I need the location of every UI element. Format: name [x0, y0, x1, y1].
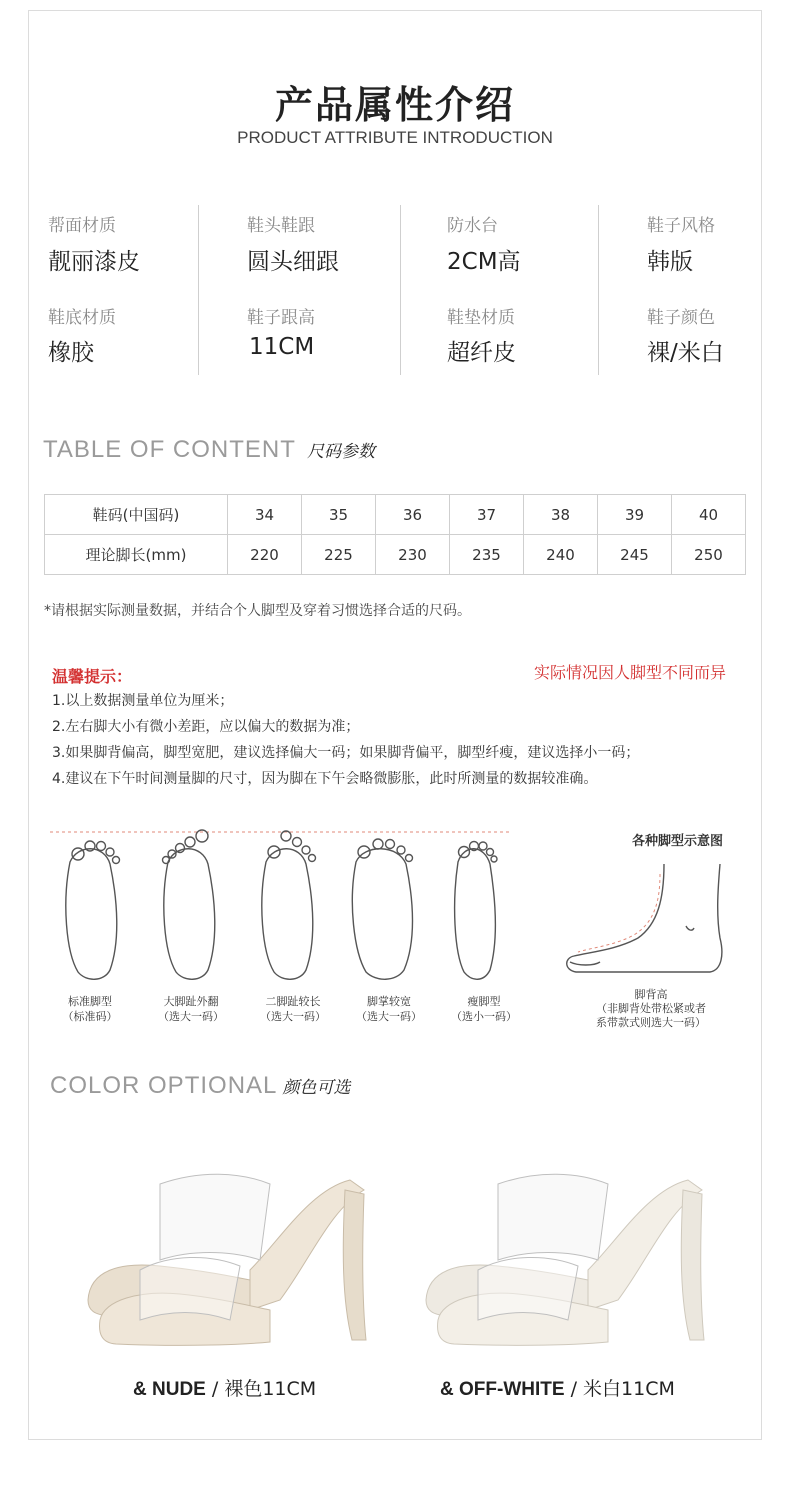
table-cell: 235 — [450, 535, 524, 575]
foot-types-illustration — [40, 822, 520, 992]
nude-shoe-image — [80, 1150, 380, 1350]
attribute-column-3 — [400, 205, 591, 375]
row-header: 理论脚长(mm) — [45, 535, 228, 575]
size-section-heading — [43, 436, 375, 464]
tip-line: 3.如果脚背偏高，脚型宽肥，建议选择偏大一码；如果脚背偏平，脚型纤瘦，建议选择小一码； — [52, 745, 640, 761]
long-second-toe-foot-icon — [262, 831, 316, 979]
side-foot-caption-line: （非脚背处带松紧或者 — [596, 1002, 706, 1015]
attribute-value: 超纤皮 — [447, 340, 516, 366]
attribute-value: 2CM高 — [447, 249, 521, 275]
color-option-off-white[interactable] — [440, 1374, 675, 1401]
attribute-value: 11CM — [249, 334, 315, 360]
size-table — [44, 494, 746, 575]
foot-type-advice: （选小一码） — [451, 1010, 517, 1023]
attribute-value: 橡胶 — [48, 340, 94, 366]
color-section-title-cn: 颜色可选 — [282, 1078, 351, 1098]
standard-foot-icon — [66, 841, 120, 979]
table-cell: 240 — [524, 535, 598, 575]
size-note: *请根据实际测量数据，并结合个人脚型及穿着习惯选择合适的尺码。 — [44, 603, 471, 619]
table-cell: 220 — [228, 535, 302, 575]
table-cell: 230 — [376, 535, 450, 575]
color-separator: / — [205, 1378, 225, 1400]
table-cell: 40 — [672, 495, 746, 535]
attribute-label: 鞋子颜色 — [647, 308, 715, 328]
attribute-value: 靓丽漆皮 — [48, 249, 140, 275]
attribute-label: 鞋子风格 — [647, 216, 715, 236]
size-section-title-en: TABLE OF CONTENT — [43, 436, 296, 463]
attribute-label: 鞋垫材质 — [447, 308, 515, 328]
foot-type-name: 脚掌较宽 — [367, 995, 411, 1008]
wide-foot-icon — [352, 839, 412, 979]
foot-type-label — [45, 994, 135, 1024]
color-name-cn: 裸色11CM — [224, 1378, 317, 1400]
attribute-label: 鞋底材质 — [48, 308, 116, 328]
side-foot-caption-line: 脚背高 — [634, 988, 668, 1001]
slim-foot-icon — [455, 842, 497, 980]
foot-type-label — [439, 994, 529, 1024]
attribute-label: 防水台 — [447, 216, 498, 236]
table-cell: 35 — [302, 495, 376, 535]
off-white-shoe-image — [418, 1150, 718, 1350]
tip-line: 4.建议在下午时间测量脚的尺寸，因为脚在下午会略微膨胀，此时所测量的数据较准确。 — [52, 771, 598, 787]
attribute-value: 圆头细跟 — [247, 249, 339, 275]
tips-title: 温馨提示： — [52, 667, 133, 686]
foot-type-advice: （标准码） — [62, 1010, 118, 1023]
attribute-column-4 — [598, 205, 747, 375]
color-section-heading — [50, 1072, 350, 1100]
table-cell: 38 — [524, 495, 598, 535]
foot-type-advice: （选大一码） — [356, 1010, 422, 1023]
attribute-grid — [46, 205, 746, 375]
attribute-label: 鞋头鞋跟 — [247, 216, 315, 236]
table-cell: 245 — [598, 535, 672, 575]
table-cell: 37 — [450, 495, 524, 535]
color-section-title-en: COLOR OPTIONAL — [50, 1072, 278, 1099]
attribute-label: 帮面材质 — [48, 216, 116, 236]
table-cell: 225 — [302, 535, 376, 575]
side-foot-title: 各种脚型示意图 — [632, 834, 724, 849]
foot-type-advice: （选大一码） — [260, 1010, 326, 1023]
row-header: 鞋码(中国码) — [45, 495, 228, 535]
color-name-en: & OFF-WHITE — [440, 1379, 565, 1400]
table-cell: 34 — [228, 495, 302, 535]
size-section-title-cn: 尺码参数 — [307, 442, 375, 462]
color-option-nude[interactable] — [133, 1374, 316, 1401]
foot-type-name: 大脚趾外翻 — [163, 995, 219, 1008]
side-foot-illustration — [560, 858, 740, 980]
color-name-cn: 米白11CM — [583, 1378, 675, 1400]
table-row — [45, 495, 746, 535]
foot-type-advice: （选大一码） — [158, 1010, 224, 1023]
bunion-foot-icon — [163, 830, 215, 979]
table-row — [45, 535, 746, 575]
foot-type-label — [248, 994, 338, 1024]
page-subtitle: PRODUCT ATTRIBUTE INTRODUCTION — [237, 128, 553, 147]
tip-line: 1.以上数据测量单位为厘米； — [52, 693, 234, 709]
side-foot-caption-line: 系带款式则选大一码） — [596, 1016, 706, 1029]
side-foot-icon — [567, 864, 722, 972]
table-cell: 250 — [672, 535, 746, 575]
side-foot-caption — [576, 988, 726, 1030]
attribute-value: 韩版 — [647, 249, 693, 275]
foot-type-label — [146, 994, 236, 1024]
attribute-value: 裸/米白 — [647, 340, 724, 366]
foot-type-label — [344, 994, 434, 1024]
foot-type-name: 二脚趾较长 — [265, 995, 321, 1008]
tip-line: 2.左右脚大小有微小差距，应以偏大的数据为准； — [52, 719, 360, 735]
tips-right-note: 实际情况因人脚型不同而异 — [534, 663, 727, 682]
color-name-en: & NUDE — [133, 1379, 206, 1400]
page-title: 产品属性介绍 — [274, 83, 515, 127]
table-cell: 39 — [598, 495, 672, 535]
color-separator: / — [564, 1378, 584, 1400]
attribute-label: 鞋子跟高 — [247, 308, 315, 328]
foot-type-name: 瘦脚型 — [467, 995, 501, 1008]
table-cell: 36 — [376, 495, 450, 535]
attribute-column-2 — [198, 205, 389, 375]
foot-type-name: 标准脚型 — [68, 995, 112, 1008]
